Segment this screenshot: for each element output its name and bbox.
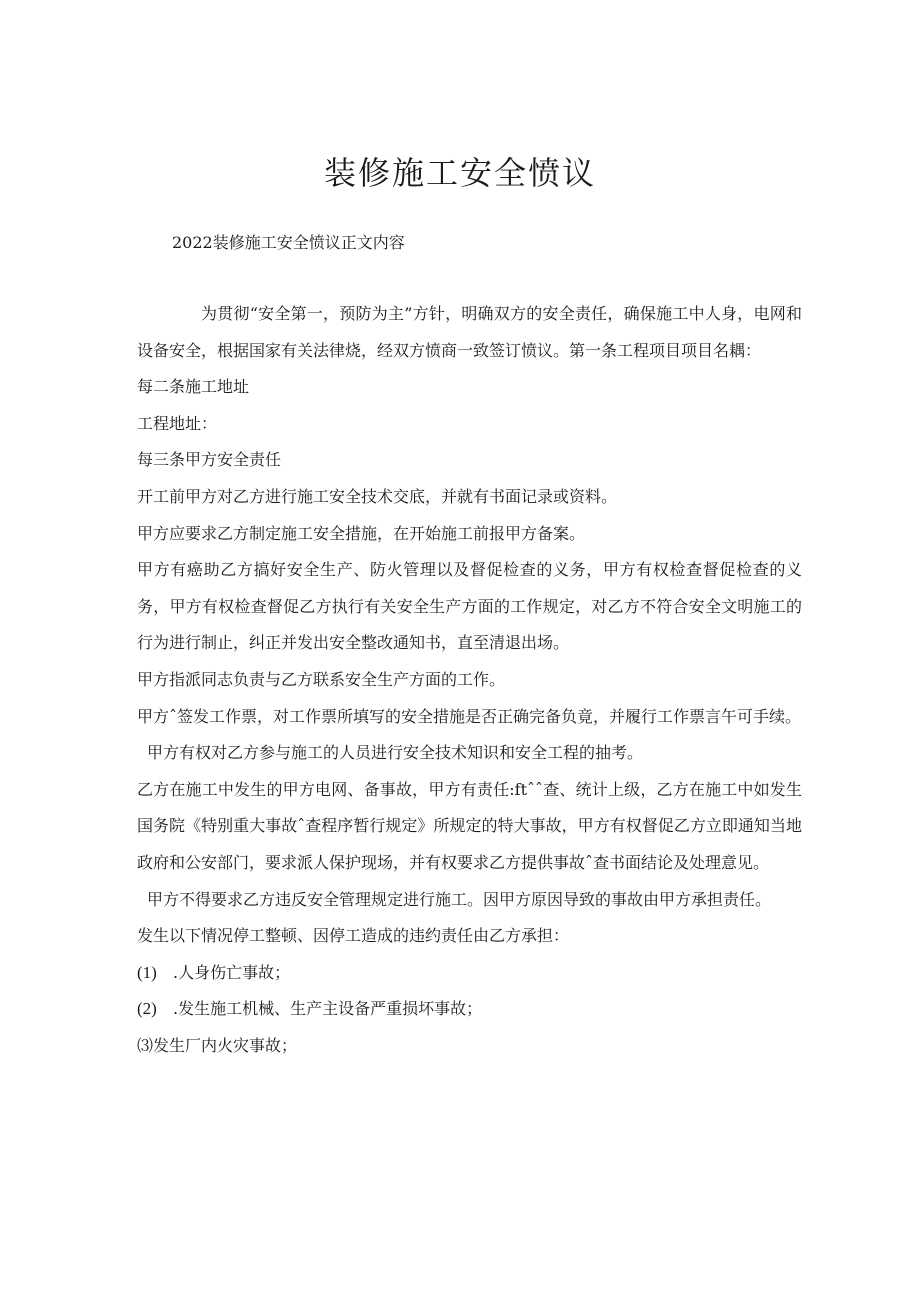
paragraph: 开工前甲方对乙方进行施工安全技术交底，并就有书面记录或资料。: [137, 486, 618, 506]
paragraph: 甲方有权对乙方参与施工的人员进行安全技术知识和安全工程的抽考。: [147, 743, 644, 763]
list-item-text: .人身伤亡事故；: [173, 962, 291, 982]
list-item: [137, 1028, 802, 1065]
paragraph: 甲方应要求乙方制定施工安全措施，在开始施工前报甲方备案。: [137, 523, 586, 543]
paragraph: 每二条施工地址: [137, 377, 250, 397]
paragraph: 发生以下情况停工整顿、因停工造成的违约责任由乙方承担：: [137, 926, 570, 946]
list-item-number: (1): [137, 962, 157, 982]
list-item: [137, 955, 802, 992]
paragraph: 乙方在施工中发生的甲方电网、备事故，甲方有责任:ftˆˆ查、统计上级，乙方在施工中如发生国务院《特别重大事故ˆ查程序暂行规定》所规定的特大事故，甲方有权督促乙方立即通知当地政府和公安部门，要求派人保护现场，并有权要求乙方提供事故ˆ查书面结论及处理意见。: [137, 779, 802, 872]
paragraph: 甲方不得要求乙方违反安全管理规定进行施工。因甲方原因导致的事故由甲方承担责任。: [147, 889, 772, 909]
list-item: [137, 991, 802, 1028]
paragraph: 甲方ˆ签发工作票，对工作票所填写的安全措施是否正确完备负竟，并履行工作票言午可手续。: [137, 706, 802, 726]
paragraph: 工程地址：: [137, 413, 218, 433]
paragraph: 甲方指派同志负责与乙方联系安全生产方面的工作。: [137, 669, 506, 689]
paragraph: 每三条甲方安全责任: [137, 450, 282, 470]
list-item-number: ⑶: [137, 1035, 154, 1055]
list-item-number: (2): [137, 999, 157, 1019]
paragraph: 为贯彻“安全第一，预防为主”方针，明确双方的安全责任，确保施工中人身，电网和设备安全，根据国家有关法律烧，经双方愤商一致签订愤议。第一条工程项目项目名耦：: [137, 304, 802, 360]
document-subtitle: 2022装修施工安全愤议正文内容: [172, 233, 405, 252]
document-body: [137, 296, 802, 1064]
list-item-text: 发生厂内火灾事故；: [153, 1035, 298, 1055]
document-title: 装修施工安全愤议: [323, 154, 596, 192]
list-item-text: .发生施工机械、生产主设备严重损坏事故；: [173, 999, 483, 1019]
paragraph: 甲方有癌助乙方搞好安全生产、防火管理以及督促检查的义务，甲方有权检查督促检查的义务，甲方有权检查督促乙方执行有关安全生产方面的工作规定，对乙方不符合安全文明施工的行为进行制止，纠正并发出安全整改通知书，直至清退出场。: [137, 560, 802, 653]
